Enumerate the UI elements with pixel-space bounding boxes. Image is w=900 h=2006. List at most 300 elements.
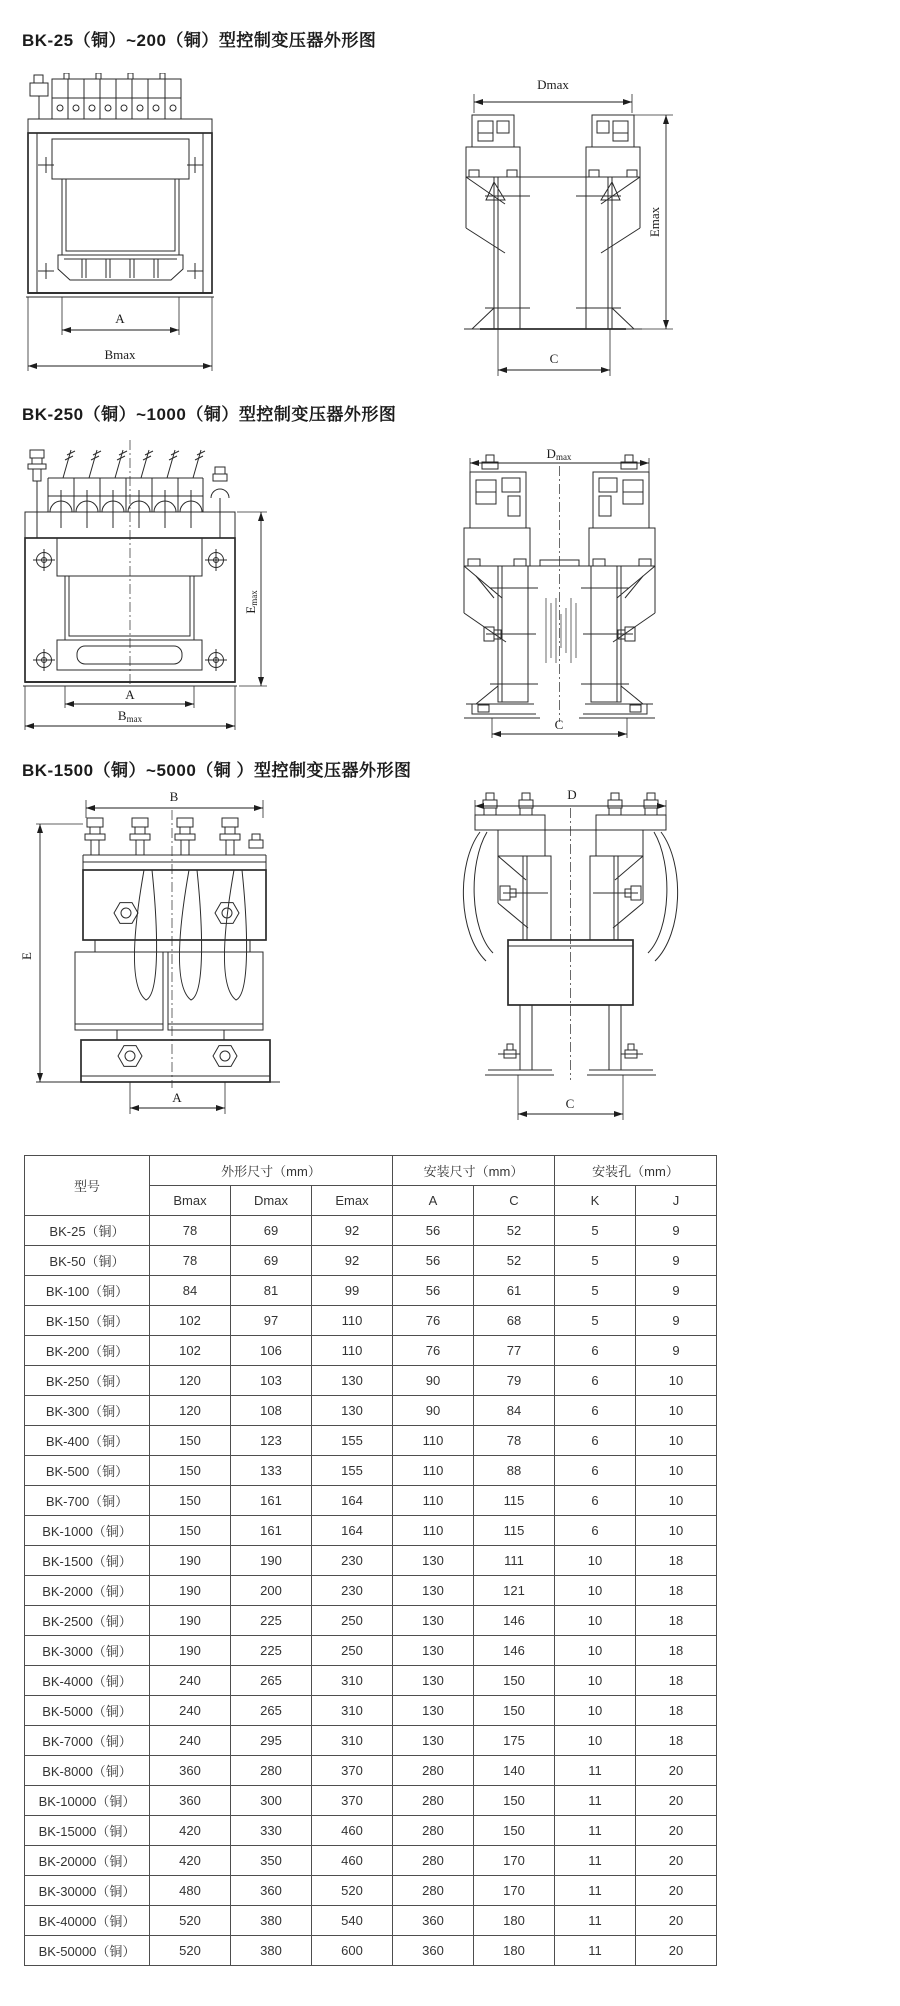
value-cell: 130 (393, 1606, 474, 1636)
table-row (25, 1906, 717, 1936)
value-cell: 9 (636, 1246, 717, 1276)
model-cell: BK-40000（铜） (25, 1906, 150, 1936)
value-cell: 10 (555, 1546, 636, 1576)
section2-title: BK-250（铜）~1000（铜）型控制变压器外形图 (22, 405, 397, 424)
model-cell: BK-150（铜） (25, 1306, 150, 1336)
value-cell: 130 (393, 1726, 474, 1756)
value-cell: 92 (312, 1216, 393, 1246)
value-cell: 10 (636, 1366, 717, 1396)
value-cell: 11 (555, 1756, 636, 1786)
table-row (25, 1816, 717, 1846)
value-cell: 20 (636, 1846, 717, 1876)
value-cell: 200 (231, 1576, 312, 1606)
value-cell: 150 (474, 1696, 555, 1726)
table-row (25, 1306, 717, 1336)
mounting-hole-icon (205, 649, 227, 671)
value-cell: 20 (636, 1756, 717, 1786)
fig2-front-view-svg (22, 440, 272, 732)
value-cell: 190 (150, 1636, 231, 1666)
value-cell: 330 (231, 1816, 312, 1846)
value-cell: 6 (555, 1486, 636, 1516)
value-cell: 10 (555, 1606, 636, 1636)
fig1-front-drawing (26, 73, 214, 297)
fig2-front-drawing (23, 440, 237, 686)
value-cell: 79 (474, 1366, 555, 1396)
model-cell: BK-400（铜） (25, 1426, 150, 1456)
model-cell: BK-5000（铜） (25, 1696, 150, 1726)
hex-nut-icon (114, 903, 138, 924)
table-row (25, 1576, 717, 1606)
value-cell: 103 (231, 1366, 312, 1396)
value-cell: 97 (231, 1306, 312, 1336)
table-row (25, 1756, 717, 1786)
dim-dmax (474, 77, 632, 113)
value-cell: 150 (150, 1426, 231, 1456)
value-cell: 370 (312, 1756, 393, 1786)
value-cell: 10 (636, 1456, 717, 1486)
table-header-group-row (25, 1156, 717, 1186)
bottom-shield (58, 255, 183, 280)
value-cell: 146 (474, 1606, 555, 1636)
value-cell: 250 (312, 1606, 393, 1636)
dim-emax-label: Emax (243, 590, 259, 614)
dim-a (65, 686, 194, 708)
table-row (25, 1786, 717, 1816)
model-cell: BK-50（铜） (25, 1246, 150, 1276)
core-limb-left (464, 115, 530, 329)
fig1-front-view-svg (24, 73, 216, 375)
value-cell: 111 (474, 1546, 555, 1576)
table-row (25, 1516, 717, 1546)
value-cell: 150 (150, 1516, 231, 1546)
value-cell: 180 (474, 1936, 555, 1966)
table-row (25, 1696, 717, 1726)
value-cell: 520 (150, 1936, 231, 1966)
table-row (25, 1276, 717, 1306)
value-cell: 102 (150, 1306, 231, 1336)
model-cell: BK-25（铜） (25, 1216, 150, 1246)
value-cell: 6 (555, 1426, 636, 1456)
value-cell: 120 (150, 1366, 231, 1396)
value-cell: 240 (150, 1726, 231, 1756)
value-cell: 190 (150, 1606, 231, 1636)
value-cell: 123 (231, 1426, 312, 1456)
value-cell: 170 (474, 1846, 555, 1876)
value-cell: 190 (231, 1546, 312, 1576)
value-cell: 520 (312, 1876, 393, 1906)
value-cell: 230 (312, 1576, 393, 1606)
value-cell: 161 (231, 1516, 312, 1546)
spec-table (24, 1155, 717, 1966)
value-cell: 121 (474, 1576, 555, 1606)
value-cell: 9 (636, 1306, 717, 1336)
subheader-a: A (393, 1186, 474, 1216)
value-cell: 350 (231, 1846, 312, 1876)
value-cell: 265 (231, 1666, 312, 1696)
section1-title: BK-25（铜）~200（铜）型控制变压器外形图 (22, 31, 377, 50)
value-cell: 10 (636, 1486, 717, 1516)
core-limb-right (579, 455, 655, 718)
model-cell: BK-30000（铜） (25, 1876, 150, 1906)
value-cell: 77 (474, 1336, 555, 1366)
value-cell: 18 (636, 1726, 717, 1756)
value-cell: 90 (393, 1366, 474, 1396)
value-cell: 164 (312, 1486, 393, 1516)
model-cell: BK-2500（铜） (25, 1606, 150, 1636)
value-cell: 6 (555, 1516, 636, 1546)
value-cell: 10 (636, 1516, 717, 1546)
value-cell: 130 (393, 1576, 474, 1606)
table-row (25, 1666, 717, 1696)
value-cell: 130 (393, 1696, 474, 1726)
model-cell: BK-2000（铜） (25, 1576, 150, 1606)
dim-d-label: D (567, 788, 577, 802)
dim-a-label: A (115, 311, 125, 326)
mounting-mark-icon (187, 263, 203, 279)
top-bolts (85, 818, 263, 855)
dim-a-label: A (172, 1090, 182, 1105)
dim-c-label: C (565, 1096, 575, 1111)
value-cell: 10 (555, 1576, 636, 1606)
dim-dmax-label: Dmax (537, 77, 569, 92)
value-cell: 115 (474, 1486, 555, 1516)
value-cell: 68 (474, 1306, 555, 1336)
value-cell: 150 (474, 1816, 555, 1846)
value-cell: 110 (393, 1426, 474, 1456)
dim-c-label: C (554, 717, 564, 732)
model-cell: BK-1000（铜） (25, 1516, 150, 1546)
value-cell: 102 (150, 1336, 231, 1366)
value-cell: 280 (393, 1816, 474, 1846)
value-cell: 265 (231, 1696, 312, 1726)
value-cell: 190 (150, 1576, 231, 1606)
value-cell: 106 (231, 1336, 312, 1366)
corner-bolt-right (211, 467, 229, 538)
value-cell: 11 (555, 1936, 636, 1966)
value-cell: 10 (555, 1696, 636, 1726)
header-mounting-dims: 安装尺寸（mm） (393, 1156, 555, 1186)
value-cell: 18 (636, 1666, 717, 1696)
value-cell: 5 (555, 1276, 636, 1306)
value-cell: 6 (555, 1396, 636, 1426)
value-cell: 380 (231, 1936, 312, 1966)
table-row (25, 1396, 717, 1426)
model-cell: BK-1500（铜） (25, 1546, 150, 1576)
value-cell: 120 (150, 1396, 231, 1426)
fig1-side-view-svg (452, 76, 677, 386)
value-cell: 380 (231, 1906, 312, 1936)
dim-dmax-label: Dmax (546, 448, 572, 462)
value-cell: 300 (231, 1786, 312, 1816)
model-cell: BK-3000（铜） (25, 1636, 150, 1666)
value-cell: 6 (555, 1366, 636, 1396)
dim-e-label: E (19, 952, 34, 960)
value-cell: 280 (393, 1846, 474, 1876)
terminal-pins (63, 450, 205, 478)
value-cell: 9 (636, 1336, 717, 1366)
subheader-j: J (636, 1186, 717, 1216)
value-cell: 84 (474, 1396, 555, 1426)
model-cell: BK-300（铜） (25, 1396, 150, 1426)
value-cell: 110 (393, 1456, 474, 1486)
value-cell: 110 (393, 1486, 474, 1516)
value-cell: 20 (636, 1876, 717, 1906)
model-cell: BK-15000（铜） (25, 1816, 150, 1846)
header-model: 型号 (25, 1156, 150, 1216)
header-mounting-holes: 安装孔（mm） (555, 1156, 717, 1186)
corner-bolt-left (28, 450, 46, 538)
fig3-side-view-svg (448, 788, 693, 1133)
value-cell: 130 (312, 1366, 393, 1396)
fig3-front-drawing (36, 810, 280, 1088)
value-cell: 18 (636, 1636, 717, 1666)
value-cell: 420 (150, 1846, 231, 1876)
value-cell: 69 (231, 1216, 312, 1246)
value-cell: 6 (555, 1336, 636, 1366)
value-cell: 360 (393, 1906, 474, 1936)
core-limb-right (587, 793, 678, 1075)
value-cell: 150 (474, 1666, 555, 1696)
wire-loops (135, 870, 247, 1000)
value-cell: 90 (393, 1396, 474, 1426)
fig3-front-view-svg (12, 788, 297, 1123)
value-cell: 310 (312, 1666, 393, 1696)
table-row (25, 1936, 717, 1966)
table-row (25, 1456, 717, 1486)
value-cell: 20 (636, 1816, 717, 1846)
value-cell: 155 (312, 1456, 393, 1486)
dim-a (130, 1082, 225, 1114)
value-cell: 110 (312, 1336, 393, 1366)
value-cell: 20 (636, 1786, 717, 1816)
value-cell: 520 (150, 1906, 231, 1936)
value-cell: 310 (312, 1696, 393, 1726)
value-cell: 10 (636, 1396, 717, 1426)
value-cell: 280 (393, 1756, 474, 1786)
terminal-strip (52, 73, 181, 119)
value-cell: 6 (555, 1456, 636, 1486)
value-cell: 56 (393, 1246, 474, 1276)
table-row (25, 1606, 717, 1636)
value-cell: 180 (474, 1906, 555, 1936)
value-cell: 20 (636, 1906, 717, 1936)
dim-bmax-label: Bmax (117, 708, 143, 724)
value-cell: 360 (231, 1876, 312, 1906)
table-row (25, 1846, 717, 1876)
value-cell: 280 (393, 1876, 474, 1906)
dim-bmax-label: Bmax (104, 347, 136, 362)
value-cell: 295 (231, 1726, 312, 1756)
value-cell: 170 (474, 1876, 555, 1906)
value-cell: 133 (231, 1456, 312, 1486)
mounting-mark-icon (38, 263, 54, 279)
model-cell: BK-200（铜） (25, 1336, 150, 1366)
value-cell: 130 (393, 1636, 474, 1666)
value-cell: 150 (150, 1456, 231, 1486)
value-cell: 540 (312, 1906, 393, 1936)
value-cell: 61 (474, 1276, 555, 1306)
dim-bmax (28, 297, 212, 371)
model-cell: BK-700（铜） (25, 1486, 150, 1516)
value-cell: 10 (555, 1636, 636, 1666)
value-cell: 280 (393, 1786, 474, 1816)
value-cell: 78 (474, 1426, 555, 1456)
dim-a (62, 297, 179, 335)
core-limb-left (463, 793, 554, 1075)
value-cell: 99 (312, 1276, 393, 1306)
table-row (25, 1636, 717, 1666)
table-row (25, 1246, 717, 1276)
model-cell: BK-7000（铜） (25, 1726, 150, 1756)
value-cell: 115 (474, 1516, 555, 1546)
value-cell: 240 (150, 1666, 231, 1696)
value-cell: 280 (231, 1756, 312, 1786)
value-cell: 420 (150, 1816, 231, 1846)
model-cell: BK-4000（铜） (25, 1666, 150, 1696)
value-cell: 5 (555, 1246, 636, 1276)
table-row (25, 1486, 717, 1516)
value-cell: 130 (312, 1396, 393, 1426)
value-cell: 5 (555, 1216, 636, 1246)
value-cell: 310 (312, 1726, 393, 1756)
table-row (25, 1336, 717, 1366)
value-cell: 11 (555, 1816, 636, 1846)
value-cell: 360 (393, 1936, 474, 1966)
value-cell: 155 (312, 1426, 393, 1456)
header-outline-dims: 外形尺寸（mm） (150, 1156, 393, 1186)
value-cell: 9 (636, 1216, 717, 1246)
dim-c (492, 717, 627, 738)
value-cell: 52 (474, 1216, 555, 1246)
value-cell: 81 (231, 1276, 312, 1306)
value-cell: 164 (312, 1516, 393, 1546)
value-cell: 240 (150, 1696, 231, 1726)
value-cell: 600 (312, 1936, 393, 1966)
value-cell: 20 (636, 1936, 717, 1966)
model-cell: BK-20000（铜） (25, 1846, 150, 1876)
value-cell: 5 (555, 1306, 636, 1336)
value-cell: 130 (393, 1666, 474, 1696)
value-cell: 18 (636, 1546, 717, 1576)
subheader-k: K (555, 1186, 636, 1216)
value-cell: 190 (150, 1546, 231, 1576)
mounting-hole-icon (205, 549, 227, 571)
table-row (25, 1726, 717, 1756)
value-cell: 175 (474, 1726, 555, 1756)
value-cell: 92 (312, 1246, 393, 1276)
dim-emax-label: Emax (647, 206, 662, 238)
value-cell: 84 (150, 1276, 231, 1306)
table-row (25, 1546, 717, 1576)
section3-title: BK-1500（铜）~5000（铜 ）型控制变压器外形图 (22, 761, 412, 780)
value-cell: 161 (231, 1486, 312, 1516)
value-cell: 11 (555, 1876, 636, 1906)
value-cell: 10 (555, 1726, 636, 1756)
value-cell: 78 (150, 1216, 231, 1246)
value-cell: 76 (393, 1306, 474, 1336)
dim-c (518, 1075, 623, 1120)
fig2-side-view-svg (452, 448, 667, 740)
subheader-bmax: Bmax (150, 1186, 231, 1216)
value-cell: 360 (150, 1786, 231, 1816)
value-cell: 10 (555, 1666, 636, 1696)
value-cell: 78 (150, 1246, 231, 1276)
value-cell: 11 (555, 1786, 636, 1816)
value-cell: 18 (636, 1606, 717, 1636)
hex-nut-icon (118, 1046, 142, 1067)
subheader-c: C (474, 1186, 555, 1216)
value-cell: 146 (474, 1636, 555, 1666)
table-row (25, 1216, 717, 1246)
value-cell: 150 (150, 1486, 231, 1516)
value-cell: 460 (312, 1846, 393, 1876)
coil-center (508, 808, 633, 1080)
table-row (25, 1366, 717, 1396)
value-cell: 230 (312, 1546, 393, 1576)
model-cell: BK-500（铜） (25, 1456, 150, 1486)
value-cell: 10 (636, 1426, 717, 1456)
value-cell: 11 (555, 1906, 636, 1936)
value-cell: 225 (231, 1636, 312, 1666)
value-cell: 140 (474, 1756, 555, 1786)
value-cell: 56 (393, 1216, 474, 1246)
dim-c (498, 329, 610, 376)
terminal-row (48, 478, 203, 528)
value-cell: 250 (312, 1636, 393, 1666)
value-cell: 69 (231, 1246, 312, 1276)
value-cell: 52 (474, 1246, 555, 1276)
value-cell: 225 (231, 1606, 312, 1636)
model-cell: BK-50000（铜） (25, 1936, 150, 1966)
subheader-dmax: Dmax (231, 1186, 312, 1216)
core-limb-right (576, 115, 642, 329)
mounting-hole-icon (33, 549, 55, 571)
value-cell: 11 (555, 1846, 636, 1876)
value-cell: 150 (474, 1786, 555, 1816)
table-row (25, 1426, 717, 1456)
value-cell: 18 (636, 1576, 717, 1606)
dim-emax (237, 512, 267, 686)
value-cell: 110 (312, 1306, 393, 1336)
table-row (25, 1876, 717, 1906)
model-cell: BK-250（铜） (25, 1366, 150, 1396)
value-cell: 108 (231, 1396, 312, 1426)
model-cell: BK-10000（铜） (25, 1786, 150, 1816)
table-body (25, 1216, 717, 1966)
value-cell: 110 (393, 1516, 474, 1546)
dim-e (19, 824, 83, 1082)
dim-b-label: B (169, 789, 179, 804)
value-cell: 130 (393, 1546, 474, 1576)
value-cell: 370 (312, 1786, 393, 1816)
value-cell: 56 (393, 1276, 474, 1306)
dim-b (86, 789, 263, 818)
hex-nut-icon (213, 1046, 237, 1067)
dim-c-label: C (549, 351, 559, 366)
value-cell: 360 (150, 1756, 231, 1786)
model-cell: BK-8000（铜） (25, 1756, 150, 1786)
core-limb-left (464, 455, 540, 718)
mounting-hole-icon (33, 649, 55, 671)
value-cell: 460 (312, 1816, 393, 1846)
value-cell: 88 (474, 1456, 555, 1486)
model-cell: BK-100（铜） (25, 1276, 150, 1306)
subheader-emax: Emax (312, 1186, 393, 1216)
value-cell: 18 (636, 1696, 717, 1726)
value-cell: 76 (393, 1336, 474, 1366)
value-cell: 480 (150, 1876, 231, 1906)
dim-a-label: A (125, 687, 135, 702)
